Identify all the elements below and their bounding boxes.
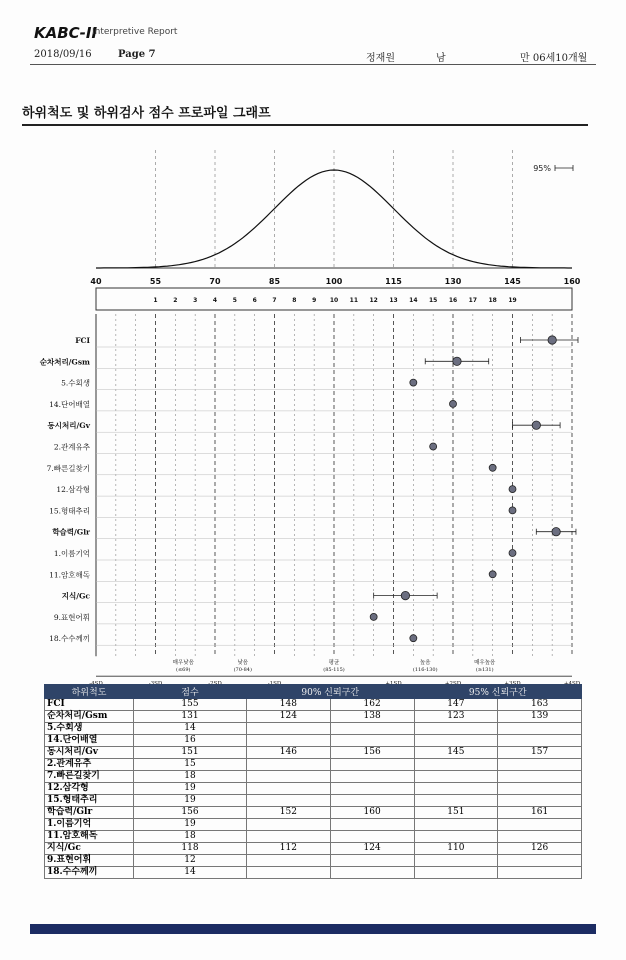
- table-cell-ci95-low: 151: [414, 807, 498, 819]
- table-cell-ci90-low: [247, 735, 331, 747]
- profile-row-label: 순차처리/Gsm: [39, 357, 90, 367]
- table-cell-ci90-high: [330, 723, 414, 735]
- table-row: [45, 771, 582, 783]
- table-cell-score: 151: [134, 747, 247, 759]
- scaled-tick-label: 3: [193, 297, 198, 304]
- table-row: [45, 783, 582, 795]
- header-ci95: 95% 신뢰구간: [414, 685, 582, 699]
- table-cell-score: 14: [134, 867, 247, 879]
- score-marker: [370, 613, 377, 620]
- scaled-tick-label: 2: [173, 297, 178, 304]
- table-cell-score: 118: [134, 843, 247, 855]
- table-cell-ci90-low: [247, 855, 331, 867]
- table-cell-ci95-high: [498, 795, 582, 807]
- score-marker: [450, 400, 457, 407]
- table-cell-ci90-low: 112: [247, 843, 331, 855]
- table-cell-ci90-high: 156: [330, 747, 414, 759]
- brand-subtitle: Interpretive Report: [92, 27, 178, 37]
- table-cell-ci90-high: [330, 855, 414, 867]
- table-cell-score: 19: [134, 819, 247, 831]
- table-cell-subscale: 14.단어배열: [45, 735, 134, 747]
- table-cell-subscale: 2.관계유추: [45, 759, 134, 771]
- table-cell-subscale: 5.수회생: [45, 723, 134, 735]
- table-cell-subscale: 12.삼각형: [45, 783, 134, 795]
- header-ci90: 90% 신뢰구간: [247, 685, 415, 699]
- table-cell-ci90-low: 148: [247, 699, 331, 711]
- table-cell-ci90-low: [247, 819, 331, 831]
- table-cell-ci90-high: [330, 831, 414, 843]
- profile-chart: [0, 140, 626, 682]
- table-cell-score: 18: [134, 831, 247, 843]
- profile-row-label: 7.빠른길찾기: [46, 463, 90, 473]
- table-row: [45, 831, 582, 843]
- scaled-tick-label: 1: [153, 297, 158, 304]
- table-cell-ci90-high: [330, 819, 414, 831]
- ci-legend-label: 95%: [533, 164, 551, 173]
- table-row: [45, 735, 582, 747]
- table-cell-ci95-low: [414, 819, 498, 831]
- examinee-sex: 남: [436, 53, 446, 64]
- scaled-tick-label: 16: [448, 297, 458, 304]
- scaled-tick-label: 9: [312, 297, 317, 304]
- category-label: 매우낮음: [172, 660, 194, 667]
- table-cell-subscale: 15.형태추리: [45, 795, 134, 807]
- table-cell-subscale: 11.암호해독: [45, 831, 134, 843]
- table-cell-ci90-high: [330, 867, 414, 879]
- table-cell-ci90-high: 160: [330, 807, 414, 819]
- scaled-tick-label: 10: [329, 297, 339, 304]
- table-row: [45, 699, 582, 711]
- table-cell-ci90-low: [247, 771, 331, 783]
- standard-tick-label: 40: [90, 277, 102, 286]
- table-cell-subscale: 1.이름기억: [45, 819, 134, 831]
- table-cell-ci95-high: 126: [498, 843, 582, 855]
- standard-tick-label: 70: [209, 277, 221, 286]
- section-title: 하위척도 및 하위검사 점수 프로파일 그래프: [22, 106, 271, 121]
- score-table-body: [45, 699, 582, 879]
- table-cell-ci95-high: [498, 783, 582, 795]
- profile-row-label: 9.표현어휘: [53, 612, 90, 622]
- score-marker: [532, 421, 540, 429]
- table-cell-ci90-low: [247, 759, 331, 771]
- table-cell-score: 14: [134, 723, 247, 735]
- brand-logo: KABC-II: [34, 24, 98, 42]
- table-cell-ci95-low: [414, 795, 498, 807]
- standard-tick-label: 130: [444, 277, 462, 286]
- table-cell-subscale: 9.표현어휘: [45, 855, 134, 867]
- table-cell-ci95-high: 139: [498, 711, 582, 723]
- table-cell-ci95-high: [498, 867, 582, 879]
- profile-row-label: 학습력/Glr: [52, 527, 90, 537]
- category-range: (≤69): [176, 667, 191, 674]
- category-range: (70-84): [233, 667, 252, 674]
- scaled-tick-label: 5: [232, 297, 237, 304]
- profile-row-label: 지식/Gc: [61, 591, 90, 601]
- header-divider: [30, 64, 596, 65]
- table-row: [45, 843, 582, 855]
- table-cell-ci90-high: 138: [330, 711, 414, 723]
- section-divider: [22, 124, 588, 126]
- scaled-tick-label: 7: [272, 297, 277, 304]
- table-cell-ci90-low: 152: [247, 807, 331, 819]
- standard-tick-label: 100: [325, 277, 343, 286]
- score-marker: [509, 550, 516, 557]
- table-cell-ci95-low: [414, 723, 498, 735]
- table-cell-ci95-high: [498, 735, 582, 747]
- table-cell-ci95-high: [498, 831, 582, 843]
- table-row: [45, 759, 582, 771]
- category-range: (116-130): [412, 667, 438, 674]
- table-cell-ci95-high: [498, 759, 582, 771]
- category-label: 낮음: [237, 660, 249, 667]
- table-cell-ci95-low: [414, 783, 498, 795]
- standard-tick-label: 160: [563, 277, 581, 286]
- score-marker: [489, 571, 496, 578]
- score-marker: [401, 591, 409, 599]
- table-cell-subscale: 동시처리/Gv: [45, 747, 134, 759]
- examinee-name: 정재원: [366, 53, 395, 64]
- table-cell-ci90-low: [247, 795, 331, 807]
- table-cell-ci95-low: [414, 855, 498, 867]
- score-marker: [509, 507, 516, 514]
- table-cell-subscale: 학습력/Glr: [45, 807, 134, 819]
- table-row: [45, 723, 582, 735]
- category-label: 평균: [328, 660, 340, 667]
- table-cell-ci90-low: 124: [247, 711, 331, 723]
- scaled-tick-label: 17: [468, 297, 478, 304]
- table-cell-ci95-low: 123: [414, 711, 498, 723]
- table-cell-ci90-low: [247, 867, 331, 879]
- score-marker: [453, 357, 461, 365]
- header-score: 점수: [134, 685, 247, 699]
- profile-row-label: 동시처리/Gv: [47, 421, 90, 431]
- standard-tick-label: 115: [385, 277, 402, 286]
- table-cell-score: 19: [134, 795, 247, 807]
- scaled-tick-label: 19: [508, 297, 517, 304]
- profile-row-label: 14.단어배열: [49, 399, 90, 409]
- table-cell-ci95-low: 147: [414, 699, 498, 711]
- table-row: [45, 711, 582, 723]
- table-cell-ci95-low: 145: [414, 747, 498, 759]
- category-label: 매우높음: [474, 660, 496, 667]
- profile-row-label: FCI: [75, 336, 90, 345]
- table-cell-ci90-high: [330, 735, 414, 747]
- profile-row-label: 15.형태추리: [49, 506, 90, 516]
- standard-tick-label: 145: [504, 277, 521, 286]
- score-marker: [509, 486, 516, 493]
- table-cell-subscale: 지식/Gc: [45, 843, 134, 855]
- profile-row-label: 12.삼각형: [56, 485, 90, 495]
- scaled-tick-label: 8: [292, 297, 297, 304]
- profile-row-label: 18.수수께끼: [49, 634, 90, 644]
- table-cell-score: 155: [134, 699, 247, 711]
- profile-row-label: 1.이름기억: [53, 549, 90, 558]
- table-cell-ci95-low: [414, 831, 498, 843]
- table-cell-ci90-low: 146: [247, 747, 331, 759]
- table-cell-ci90-low: [247, 723, 331, 735]
- scaled-tick-label: 18: [488, 297, 497, 304]
- table-row: [45, 819, 582, 831]
- score-table-header: [45, 685, 582, 699]
- score-marker: [552, 528, 560, 536]
- table-cell-ci90-high: [330, 771, 414, 783]
- table-cell-score: 12: [134, 855, 247, 867]
- category-range: (85-115): [323, 667, 345, 674]
- table-cell-ci90-low: [247, 783, 331, 795]
- table-cell-ci95-low: [414, 771, 498, 783]
- page-number: Page 7: [118, 49, 156, 60]
- table-cell-ci95-high: [498, 819, 582, 831]
- scaled-tick-label: 12: [369, 297, 378, 304]
- table-cell-subscale: 18.수수께끼: [45, 867, 134, 879]
- table-cell-subscale: FCI: [45, 699, 134, 711]
- table-row: [45, 855, 582, 867]
- profile-row-label: 11.암호해독: [49, 570, 90, 580]
- table-cell-subscale: 7.빠른길찾기: [45, 771, 134, 783]
- scaled-tick-label: 15: [428, 297, 438, 304]
- table-cell-score: 131: [134, 711, 247, 723]
- table-cell-subscale: 순차처리/Gsm: [45, 711, 134, 723]
- table-cell-score: 18: [134, 771, 247, 783]
- category-label: 높음: [419, 660, 431, 667]
- profile-row-label: 2.관계유추: [53, 442, 90, 452]
- table-cell-ci95-high: [498, 855, 582, 867]
- report-date: 2018/09/16: [34, 49, 92, 60]
- score-marker: [489, 464, 496, 471]
- score-marker: [548, 336, 556, 344]
- table-row: [45, 747, 582, 759]
- score-table: [44, 684, 582, 879]
- table-cell-ci95-low: [414, 735, 498, 747]
- table-cell-ci95-high: [498, 771, 582, 783]
- category-range: (≥131): [475, 667, 494, 674]
- table-row: [45, 867, 582, 879]
- table-cell-ci90-high: [330, 795, 414, 807]
- table-cell-ci95-high: 161: [498, 807, 582, 819]
- table-cell-ci95-low: [414, 867, 498, 879]
- table-cell-ci90-high: 162: [330, 699, 414, 711]
- scaled-tick-label: 14: [409, 297, 418, 304]
- score-marker: [430, 443, 437, 450]
- footer-bar: [30, 924, 596, 934]
- table-cell-score: 15: [134, 759, 247, 771]
- table-row: [45, 807, 582, 819]
- examinee-age: 만 06세10개월: [520, 53, 588, 64]
- scaled-tick-label: 13: [389, 297, 398, 304]
- table-cell-ci95-low: [414, 759, 498, 771]
- table-cell-ci95-high: [498, 723, 582, 735]
- table-cell-ci90-low: [247, 831, 331, 843]
- score-marker: [410, 379, 417, 386]
- header-subscale: 하위척도: [45, 685, 134, 699]
- table-cell-score: 156: [134, 807, 247, 819]
- table-cell-ci95-high: 157: [498, 747, 582, 759]
- table-cell-score: 19: [134, 783, 247, 795]
- table-cell-ci90-high: 124: [330, 843, 414, 855]
- table-cell-score: 16: [134, 735, 247, 747]
- table-cell-ci90-high: [330, 783, 414, 795]
- score-table-container: [44, 684, 582, 879]
- table-cell-ci95-low: 110: [414, 843, 498, 855]
- scaled-tick-label: 6: [252, 297, 257, 304]
- scaled-tick-label: 4: [212, 297, 218, 304]
- standard-tick-label: 85: [268, 277, 281, 286]
- table-row: [45, 795, 582, 807]
- scaled-tick-label: 11: [349, 297, 359, 304]
- profile-row-label: 5.수회생: [61, 378, 90, 388]
- table-cell-ci90-high: [330, 759, 414, 771]
- table-cell-ci95-high: 163: [498, 699, 582, 711]
- standard-tick-label: 55: [149, 277, 162, 286]
- score-marker: [410, 635, 417, 642]
